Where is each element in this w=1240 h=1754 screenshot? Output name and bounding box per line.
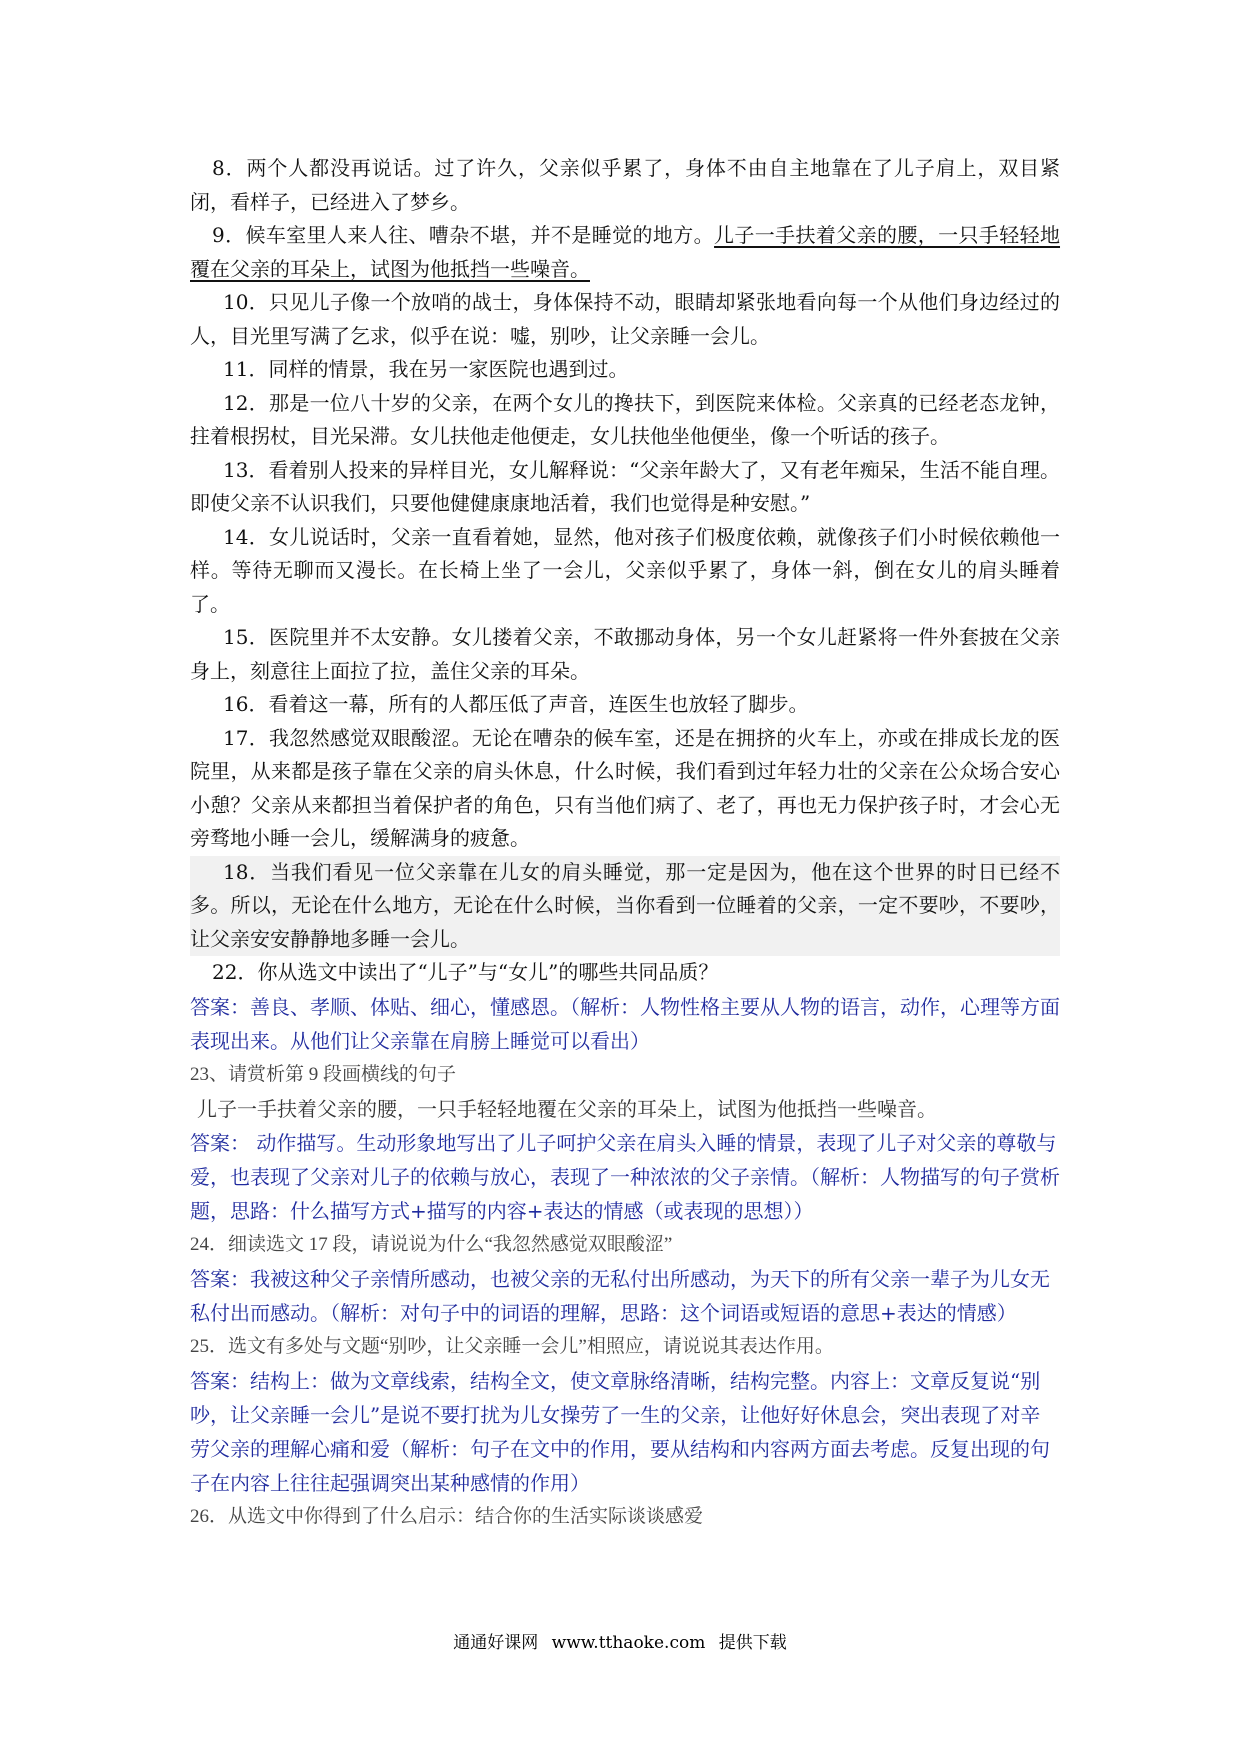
paragraph-9 (190, 219, 1060, 286)
paragraph-15: 15．医院里并不太安静。女儿搂着父亲，不敢挪动身体，另一个女儿赶紧将一件外套披在父亲身上，刻意往上面拉了拉，盖住父亲的耳朵。 (190, 625, 1060, 683)
paragraph-8: 8．两个人都没再说话。过了许久，父亲似乎累了，身体不由自主地靠在了儿子肩上，双目紧闭，看样子，已经进入了梦乡。 (190, 156, 1060, 214)
question-22: 22．你从选文中读出了“儿子”与“女儿”的哪些共同品质？ (212, 960, 719, 984)
answer-25: 答案：结构上：做为文章线索，结构全文，使文章脉络清晰，结构完整。内容上：文章反复说“别吵，让父亲睡一会儿”是说不要打扰为儿女操劳了一生的父亲，让他好好休息会，突出表现了对辛劳父亲的理解心痛和爱（解析：句子在文中的作用，要从结构和内容两方面去考虑。反复出现的句子在内容上往往起强调突出某种感情的作用） (190, 1368, 1050, 1495)
paragraph-11: 11．同样的情景，我在另一家医院也遇到过。 (223, 357, 629, 381)
paragraph-18: 18．当我们看见一位父亲靠在儿女的肩头睡觉，那一定是因为，他在这个世界的时日已经不多。所以，无论在什么地方，无论在什么时候，当你看到一位睡着的父亲，一定不要吵，不要吵，让父亲安安静静地多睡一会儿。 (190, 856, 1060, 957)
paragraph-9-lead: 9．候车室里人来人往、嘈杂不堪，并不是睡觉的地方。 (212, 223, 715, 247)
footer-suffix: 提供下载 (718, 1633, 787, 1653)
paragraph-13: 13．看着别人投来的异样目光，女儿解释说：“父亲年龄大了，又有老年痴呆，生活不能自理。即使父亲不认识我们，只要他健健康康地活着，我们也觉得是种安慰。” (190, 457, 1060, 515)
paragraph-14: 14．女儿说话时，父亲一直看着她，显然，他对孩子们极度依赖，就像孩子们小时候依赖他一样。等待无聊而又漫长。在长椅上坐了一会儿，父亲似乎累了，身体一斜，倒在女儿的肩头睡着了。 (190, 524, 1060, 616)
question-26: 26．从选文中你得到了什么启示：结合你的生活实际谈谈感爱 (190, 1505, 704, 1527)
paragraph-16: 16．看着这一幕，所有的人都压低了声音，连医生也放轻了脚步。 (223, 692, 809, 716)
question-23-quote: 儿子一手扶着父亲的腰，一只手轻轻地覆在父亲的耳朵上，试图为他抵挡一些噪音。 (197, 1096, 937, 1121)
paragraph-17: 17．我忽然感觉双眼酸涩。无论在嘈杂的候车室，还是在拥挤的火车上，亦或在排成长龙的医院里，从来都是孩子靠在父亲的肩头休息，什么时候，我们看到过年轻力壮的父亲在公众场合安心小憩？父亲从来都担当着保护者的角色，只有当他们病了、老了，再也无力保护孩子时，才会心无旁骛地小睡一会儿，缓解满身的疲惫。 (190, 725, 1060, 850)
answer-24: 答案：我被这种父子亲情所感动，也被父亲的无私付出所感动，为天下的所有父亲一辈子为儿女无私付出而感动。（解析：对句子中的词语的理解，思路：这个词语或短语的意思+表达的情感） (190, 1266, 1050, 1325)
paragraph-12: 12．那是一位八十岁的父亲，在两个女儿的搀扶下，到医院来体检。父亲真的已经老态龙钟，拄着根拐杖，目光呆滞。女儿扶他走他便走，女儿扶他坐他便坐，像一个听话的孩子。 (190, 390, 1060, 448)
question-24: 24．细读选文 17 段，请说说为什么“我忽然感觉双眼酸涩” (190, 1233, 673, 1255)
document-body (190, 152, 1060, 1534)
answer-22: 答案：善良、孝顺、体贴、细心，懂感恩。（解析：人物性格主要从人物的语言，动作，心理等方面表现出来。从他们让父亲靠在肩膀上睡觉可以看出） (190, 994, 1060, 1053)
paragraph-10: 10．只见儿子像一个放哨的战士，身体保持不动，眼睛却紧张地看向每一个从他们身边经过的人，目光里写满了乞求，似乎在说：嘘，别吵，让父亲睡一会儿。 (190, 290, 1060, 348)
paragraph-9-underlined-sentence: 儿子一手扶着父亲的腰，一只手轻轻地覆在父亲的耳朵上，试图为他抵挡一些噪音。 (190, 223, 1061, 281)
footer-url[interactable]: www.tthaoke.com (551, 1633, 706, 1653)
page-footer (0, 1628, 1240, 1653)
footer-site-name: 通通好课网 (453, 1633, 539, 1653)
question-25: 25．选文有多处与文题“别吵，让父亲睡一会儿”相照应，请说说其表达作用。 (190, 1335, 834, 1357)
question-23: 23、请赏析第 9 段画横线的句子 (190, 1063, 457, 1085)
answer-23: 答案： 动作描写。生动形象地写出了儿子呵护父亲在肩头入睡的情景，表现了儿子对父亲的尊敬与爱，也表现了父亲对儿子的依赖与放心，表现了一种浓浓的父子亲情。（解析：人物描写的句子赏析题，思路：什么描写方式+描写的内容+表达的情感（或表现的思想）） (190, 1130, 1060, 1223)
